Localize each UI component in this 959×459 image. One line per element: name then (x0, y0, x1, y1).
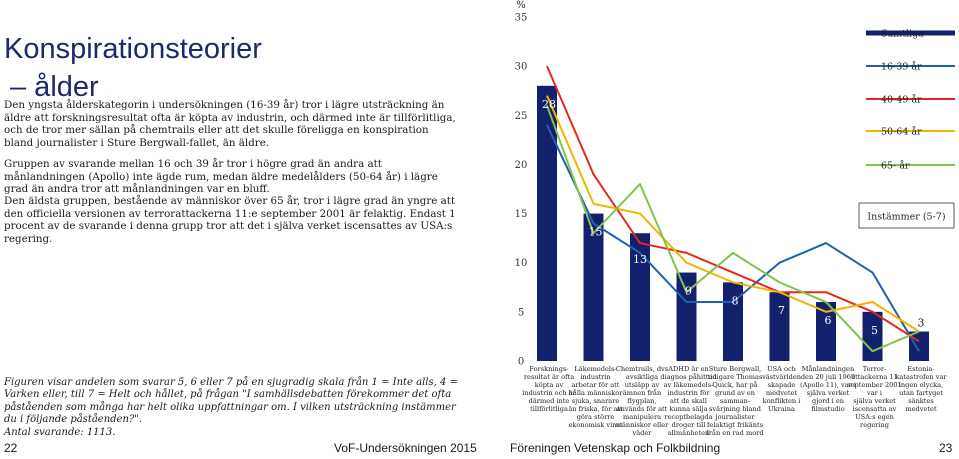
x-axis-labels (522, 364, 947, 437)
x-category-label-line: samman- (719, 397, 751, 405)
x-category-label-line: ADHD är en (668, 365, 709, 373)
legend-label: 16-39 år (881, 61, 922, 73)
x-category-label-line: köpta av (534, 381, 564, 389)
x-category-label-line: Estonia- (907, 365, 935, 373)
x-category-label-line: iscensatta av (852, 405, 897, 413)
bar-value-label: 15 (588, 225, 603, 239)
y-tick-label: 35 (514, 12, 528, 24)
x-category-label-line: ämnen från (622, 389, 662, 397)
x-category-label-line: utan fartyget (899, 389, 943, 397)
x-category-label (706, 365, 764, 437)
x-category-label-line: Sture Bergwall, (708, 365, 762, 373)
y-tick-label: 25 (514, 110, 528, 122)
legend-label: 50-64 år (881, 126, 922, 138)
footer-survey-name: VoF-Undersökningen 2015 (334, 441, 477, 455)
paragraph-1: Den yngsta ålderskategorin i undersökningen (16-39 år) tror i lägre utsträckning än äldre att forskningsresultat ofta är köpta av industrin, och därmed inte är tillförlitliga, och de tror mer sällan på chemtrails eller att det skulle föreligga en konspiration bland journalister i Sture Bergwall-fallet, än äldre. (4, 99, 456, 149)
x-category-label-line: flygplan, (627, 397, 657, 405)
x-category-label-line: var i (866, 389, 883, 397)
x-category-label-line: filmstudio (811, 405, 845, 413)
x-category-label (568, 365, 623, 429)
page-number-right: 23 (939, 441, 953, 455)
x-category-label-line: sänktes (908, 397, 934, 405)
x-category-label-line: industrin (580, 373, 611, 381)
y-tick-label: 5 (517, 307, 525, 319)
x-category-label-line: industrin för (667, 389, 710, 397)
x-category-label-line: Forsknings- (529, 365, 569, 373)
x-category-label-line: kunna sälja (669, 405, 708, 413)
x-category-label-line: september 2001 (847, 381, 902, 389)
legend-label: 40-49 år (881, 94, 922, 106)
x-category-label-line: receptbelagda (664, 413, 713, 421)
x-category-label-line: skapade (767, 381, 796, 389)
x-category-label-line: av läkemedels- (663, 381, 714, 389)
x-category-label-line: manipulera (622, 413, 662, 421)
bar-value-label: 6 (824, 314, 832, 328)
x-category-label-line: utsläpp av (624, 381, 660, 389)
x-category-label-line: journalister (715, 413, 755, 421)
y-axis-unit: % (516, 0, 526, 11)
x-category-label-line: avsiktliga (625, 373, 659, 381)
x-category-label-line: regering (860, 421, 889, 429)
x-category-label (847, 365, 901, 429)
paragraph-3: Den äldsta gruppen, bestående av människor över 65 år, tror i lägre grad än yngre att den officiella versionen av terrorattackerna 11:e september 2001 är felaktig. Endast 1 procent av de svarande i denna grupp tror att det i själva verket iscensattes av USA:s regering. (4, 195, 456, 245)
x-category-label-line: medvetet (905, 405, 937, 413)
bar-value-label: 7 (778, 304, 785, 318)
x-category-label-line: Läkemedels- (574, 365, 617, 373)
x-category-label-line: diagnos påhittad (660, 373, 717, 381)
x-category-label-line: katastrofen var (895, 373, 947, 381)
x-category-label-line: västvärlden (762, 373, 801, 381)
title-line-2: – ålder (10, 71, 99, 103)
x-category-label-line: Terror- (862, 365, 887, 373)
x-category-label-line: från en rad mord (706, 429, 764, 437)
legend-label: 65- år (881, 160, 910, 172)
bar (770, 292, 790, 361)
bar-value-label: 5 (871, 323, 878, 337)
x-category-label-line: därmed inte (528, 397, 570, 405)
y-tick-label: 30 (514, 61, 528, 73)
x-category-label-line: människor eller (615, 421, 669, 429)
x-category-label (761, 365, 802, 413)
y-tick-label: 20 (514, 159, 528, 171)
bar-value-label: 13 (633, 253, 647, 267)
y-tick-label: 15 (514, 209, 528, 221)
x-category-label-line: tidigare Thomas (707, 373, 763, 381)
x-category-label (895, 365, 947, 413)
x-category-label-line: den 20 juli 1969 (800, 373, 856, 381)
x-category-label-line: industrin och är (522, 389, 576, 397)
x-category-label-line: Ukraina (768, 405, 795, 413)
bar-value-label: 3 (917, 316, 925, 330)
paragraph-2: Gruppen av svarande mellan 16 och 39 år tror i högre grad än andra att månlandningen (Apollo) inte ägde rum, medan äldre medelålders (50-64 år) i lägre grad än andra tror att månlandningen var en bluff. (4, 158, 438, 196)
x-category-label-line: svärjning bland (709, 405, 761, 413)
legend-label: Samtliga (881, 28, 924, 40)
x-category-label-line: Chemtrails, dvs (615, 365, 669, 373)
x-category-label-line: arbetar för att (571, 381, 620, 389)
x-category-label-line: att de skall (669, 397, 708, 405)
x-category-label-line: resultat är ofta (523, 373, 575, 381)
x-category-label-line: attackerna 11 (851, 373, 898, 381)
bar-value-label: 28 (542, 97, 556, 111)
x-category-label-line: felaktigt frikänts (706, 421, 764, 429)
x-category-label-line: grund av en (714, 389, 756, 397)
x-category-label-line: Månlandningen (801, 365, 855, 373)
x-category-label-line: själva verket (853, 397, 896, 405)
y-axis (515, 0, 528, 368)
x-category-label-line: väder (632, 429, 652, 437)
x-category-label-line: göra större (576, 413, 615, 421)
x-category-label-line: konflikten i (762, 397, 801, 405)
page-number-left: 22 (4, 441, 18, 455)
x-category-label-line: droger till (671, 421, 706, 429)
x-category-label-line: ingen olycka, (898, 381, 944, 389)
x-category-label-line: sjuka, snarare (571, 397, 620, 405)
title-line-1: Konspirationsteorier (4, 33, 262, 65)
x-category-label-line: USA och (767, 365, 796, 373)
caption-text: Figuren visar andelen som svarar 5, 6 eller 7 på en sjugradig skala från 1 = Inte alls, 4 = Varken eller, till 7 = Helt och hållet, på frågan "I samhällsdebatten förekommer det ofta påståenden som många har helt olika uppfattningar om. I vilken utsträckning instämmer du i följande påståenden?". (4, 377, 458, 426)
x-category-label-line: (Apollo 11), var i (800, 381, 856, 389)
x-category-label-line: USA:s egen (855, 413, 894, 421)
x-category-label-line: än friska, för att (568, 405, 623, 413)
x-category-label-line: allmänheten (667, 429, 710, 437)
x-category-label-line: ekonomisk vinst (568, 421, 623, 429)
bar-value-label: 8 (731, 294, 739, 308)
legend (859, 29, 955, 229)
measure-box-label: Instämmer (5-7) (867, 211, 946, 223)
x-category-label-line: gjord i en (811, 397, 845, 405)
footer-organization: Föreningen Vetenskap och Folkbildning (510, 441, 721, 455)
x-category-label-line: medvetet (765, 389, 798, 397)
bar-value-label: 9 (685, 284, 692, 298)
x-category-label-line: tillförlitliga (530, 405, 568, 413)
x-category-label-line: Quick, har på (712, 381, 758, 389)
y-tick-label: 0 (517, 356, 525, 368)
x-category-label-line: själva verket (806, 389, 850, 397)
caption-respondents: Antal svarande: 1113. (4, 426, 116, 438)
x-category-label-line: används för att (616, 405, 668, 413)
y-tick-label: 10 (514, 258, 528, 270)
x-category-label-line: hålla människor (568, 389, 623, 397)
